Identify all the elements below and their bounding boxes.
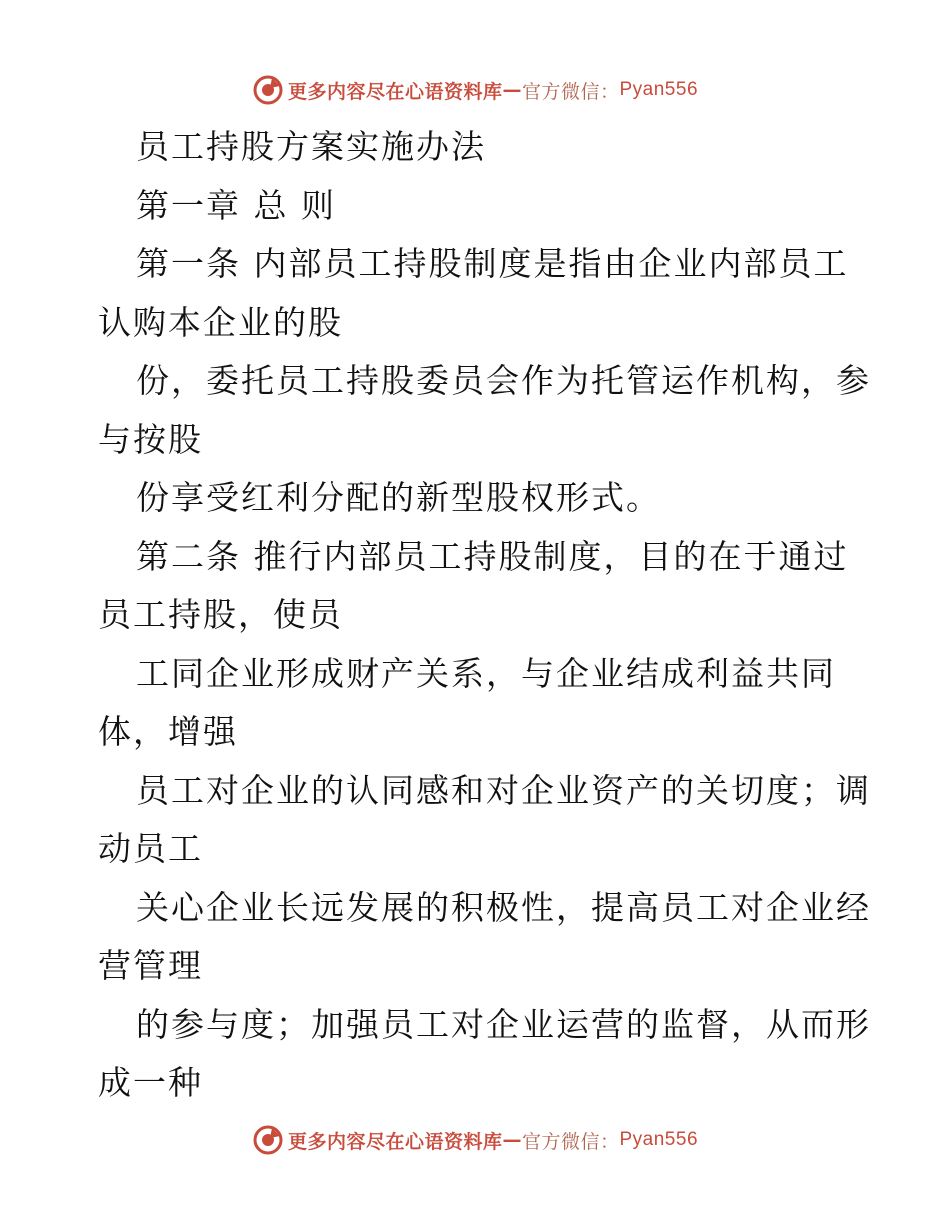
footer-watermark (0, 1124, 950, 1156)
document-body (98, 118, 871, 1113)
watermark-wechat-label: 官方微信： (521, 80, 620, 103)
seal-logo-icon (252, 74, 284, 106)
watermark-separator: — (502, 1129, 522, 1151)
text-line: 与按股 (98, 419, 203, 459)
watermark-wechat-id: Pyan556 (619, 1129, 699, 1150)
watermark-wechat-label: 官方微信： (521, 1130, 620, 1153)
text-line: 员工持股，使员 (98, 595, 343, 634)
text-line: 认购本企业的股 (98, 302, 343, 342)
text-line: 营管理 (98, 946, 203, 985)
text-line: 第二条 推行内部员工持股制度，目的在于通过 (136, 536, 849, 576)
text-line: 员工对企业的认同感和对企业资产的关切度；调 (136, 770, 871, 810)
watermark-separator: — (502, 79, 522, 101)
watermark-main-text: 更多内容尽在心语资料库 (287, 80, 503, 103)
seal-logo-icon (252, 1124, 284, 1156)
chapter-heading: 第一章 总 则 (136, 185, 336, 225)
text-line: 成一种 (98, 1063, 203, 1102)
text-line: 份，委托员工持股委员会作为托管运作机构，参 (136, 361, 871, 400)
watermark-main-text: 更多内容尽在心语资料库 (287, 1130, 503, 1153)
text-line: 关心企业长远发展的积极性，提高员工对企业经 (136, 887, 871, 927)
text-line: 的参与度；加强员工对企业运营的监督，从而形 (136, 1004, 871, 1044)
text-line: 份享受红利分配的新型股权形式。 (136, 478, 661, 517)
document-title: 员工持股方案实施办法 (136, 127, 486, 166)
header-watermark (0, 74, 950, 106)
text-line: 工同企业形成财产关系，与企业结成利益共同 (136, 653, 836, 693)
text-line: 体，增强 (98, 712, 238, 751)
text-line: 第一条 内部员工持股制度是指由企业内部员工 (136, 244, 849, 283)
text-line: 动员工 (98, 829, 203, 868)
watermark-wechat-id: Pyan556 (619, 79, 699, 100)
